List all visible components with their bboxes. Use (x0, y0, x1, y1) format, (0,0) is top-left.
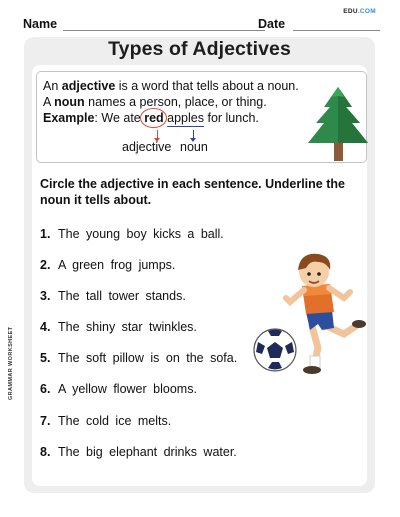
example-noun-text: apples (167, 111, 204, 125)
example-line (43, 111, 259, 125)
sentence-text: The big elephant drinks water. (58, 445, 237, 459)
sentence-text: A yellow flower blooms. (58, 382, 197, 396)
sentence-number: 3. (40, 289, 51, 303)
adjective-label: adjective (122, 140, 172, 154)
brand-name: EDU (343, 8, 358, 15)
example-label: Example (43, 111, 95, 125)
sentence-item (40, 351, 237, 365)
boy-with-soccer-ball-icon (252, 248, 368, 376)
adjective-term: adjective (61, 79, 116, 93)
example-pre: : We ate (94, 111, 145, 125)
noun-label: noun (180, 140, 208, 154)
sentence-text: The shiny star twinkles. (58, 320, 197, 334)
worksheet-header (23, 13, 380, 33)
brand-suffix: .COM (357, 8, 376, 15)
sentence-number: 4. (40, 320, 51, 334)
brand-logo (343, 8, 376, 15)
sentence-text: The soft pillow is on the sofa. (58, 351, 238, 365)
instructions: Circle the adjective in each sentence. Underline the noun it tells about. (40, 177, 345, 207)
sentence-item (40, 289, 186, 303)
name-label: Name (23, 17, 58, 31)
adjective-circle (140, 108, 167, 128)
example-adjective (144, 111, 163, 125)
definition-line-adjective (43, 79, 299, 93)
sentence-text: A green frog jumps. (58, 258, 176, 272)
def-pre: A (43, 95, 55, 109)
sentence-number: 1. (40, 227, 51, 241)
sentence-item (40, 227, 224, 241)
noun-underline (167, 126, 204, 127)
name-line (63, 30, 265, 31)
date-label: Date (258, 17, 286, 31)
pine-tree-icon (302, 85, 374, 163)
sentence-number: 8. (40, 445, 51, 459)
sentence-item (40, 258, 175, 272)
noun-term: noun (54, 95, 85, 109)
sentence-text: The young boy kicks a ball. (58, 227, 224, 241)
def-pre: An (43, 79, 62, 93)
sentence-text: The cold ice melts. (58, 414, 172, 428)
sentence-item (40, 320, 197, 334)
sentence-number: 6. (40, 382, 51, 396)
sentence-number: 7. (40, 414, 51, 428)
sentence-text: The tall tower stands. (58, 289, 186, 303)
example-post: for lunch. (204, 111, 259, 125)
page-title: Types of Adjectives (108, 38, 291, 60)
sentence-number: 5. (40, 351, 51, 365)
side-label: GRAMMAR WORKSHEET (8, 326, 14, 400)
date-line (293, 30, 380, 31)
adjective-arrow-icon (157, 130, 158, 139)
sentence-number: 2. (40, 258, 51, 272)
noun-arrow-icon (193, 130, 194, 139)
example-adjective-text: red (144, 111, 164, 125)
def-post: is a word that tells about a noun. (115, 79, 299, 93)
example-noun (167, 111, 204, 125)
definition-line-noun (43, 95, 267, 109)
sentence-item (40, 414, 171, 428)
sentence-item (40, 445, 237, 459)
def-post: names a person, place, or thing. (84, 95, 267, 109)
sentence-item (40, 382, 197, 396)
